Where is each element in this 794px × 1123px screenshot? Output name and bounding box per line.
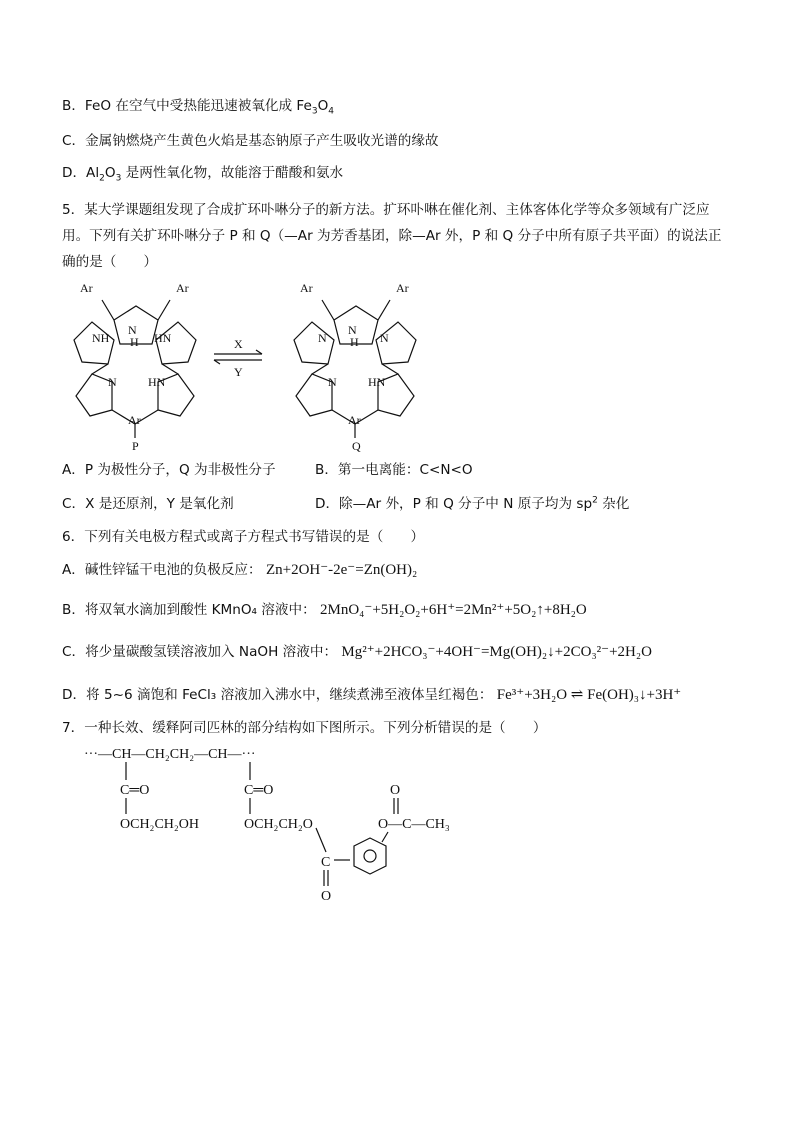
q6-option-c: [62, 642, 652, 662]
q4-option-b-sub2: 4: [328, 106, 335, 117]
q4-option-b-text: B．FeO 在空气中受热能迅速被氧化成 Fe: [62, 98, 312, 114]
p-ar-bottom: Ar: [128, 413, 141, 427]
q5-stem: 5．某大学课题组发现了合成扩环卟啉分子的新方法。扩环卟啉在催化剂、主体客体化学等众多领域有广泛应用。下列有关扩环卟啉分子 P 和 Q（—Ar 为芳香基团，除—Ar 外，P 和 Q 分子中所有原子共平面）的说法正确的是（ ）: [62, 202, 722, 270]
q4-option-d-post: 是两性氧化物，故能溶于醋酸和氨水: [121, 165, 344, 181]
q6-option-b-text: B．将双氧水滴加到酸性 KMnO₄ 溶液中：: [62, 602, 316, 618]
q5-option-d-pre: D．除—Ar 外，P 和 Q 分子中 N 原子均为 sp: [315, 496, 593, 512]
q4-option-d-mid: O: [104, 165, 116, 181]
aspirin-polymer-structure: [84, 742, 464, 912]
p-hn-right: HN: [154, 331, 172, 345]
p-ar-top-right: Ar: [176, 281, 189, 295]
acetoxy-group: O—C—CH₃: [378, 817, 450, 832]
p-ar-top-left: Ar: [80, 281, 93, 295]
q6-option-d-equation: Fe³⁺+3H₂O ⇌ Fe(OH)₃↓+3H⁺: [496, 687, 682, 703]
q4-option-b-mid: O: [317, 98, 329, 114]
p-nh-left: NH: [92, 331, 110, 345]
q-n-bottom-left: N: [328, 375, 337, 389]
label-y: Y: [234, 365, 243, 379]
q6-option-b: [62, 600, 587, 620]
q4-option-d-pre: D．Al: [62, 165, 100, 181]
q-n-top: N: [348, 323, 357, 337]
q6-option-c-text: C．将少量碳酸氢镁溶液加入 NaOH 溶液中：: [62, 644, 338, 660]
right-ester-group: OCH₂CH₂O: [244, 817, 313, 832]
q-ar-top-left: Ar: [300, 281, 313, 295]
q-n-left: N: [318, 331, 327, 345]
polymer-chain: ···—CH—CH₂CH₂—CH—···: [84, 747, 256, 762]
q-hn-bottom-right: HN: [368, 375, 386, 389]
q4-option-d-sub2: 3: [115, 173, 122, 184]
benzoyl-oxygen: O: [321, 889, 332, 904]
q4-option-d: [62, 163, 343, 183]
q4-option-b-sub1: 3: [311, 106, 318, 117]
q-h-top: H: [350, 335, 359, 349]
left-carbonyl: C═O: [120, 783, 150, 798]
q4-option-b: [62, 96, 334, 116]
q5-option-d-sup: 2: [592, 495, 598, 506]
q-n-right: N: [380, 331, 389, 345]
p-h-top: H: [130, 335, 139, 349]
q5-option-b: B．第一电离能：C<N<O: [315, 462, 473, 478]
q-ar-top-right: Ar: [396, 281, 409, 295]
left-ester-group: OCH₂CH₂OH: [120, 817, 199, 832]
p-hn-bottom-right: HN: [148, 375, 166, 389]
q6-option-a-equation: Zn+2OH⁻-2e⁻=Zn(OH)₂: [265, 562, 418, 578]
label-x: X: [234, 337, 243, 351]
q6-stem: 6．下列有关电极方程式或离子方程式书写错误的是（ ）: [62, 529, 425, 545]
q6-option-a-text: A．碱性锌锰干电池的负极反应：: [62, 562, 262, 578]
q4-option-c: C．金属钠燃烧产生黄色火焰是基态钠原子产生吸收光谱的缘故: [62, 133, 439, 149]
right-carbonyl: C═O: [244, 783, 274, 798]
q6-option-d-text: D．将 5~6 滴饱和 FeCl₃ 溶液加入沸水中，继续煮沸至液体呈红褐色：: [62, 687, 493, 703]
q4-option-d-sub1: 2: [99, 173, 105, 184]
q5-option-d: [315, 494, 629, 514]
label-q: Q: [352, 439, 361, 453]
q5-option-a: A．P 为极性分子，Q 为非极性分子: [62, 462, 276, 478]
q5-option-c: C．X 是还原剂，Y 是氧化剂: [62, 496, 234, 512]
q-ar-bottom: Ar: [348, 413, 361, 427]
p-n-bottom-left: N: [108, 375, 117, 389]
p-n-top: N: [128, 323, 137, 337]
q6-option-a: [62, 560, 417, 580]
porphyrin-structures: [62, 278, 482, 456]
benzoyl-carbon: C: [321, 855, 331, 870]
q5-option-d-post: 杂化: [597, 496, 630, 512]
q6-option-b-equation: 2MnO₄⁻+5H₂O₂+6H⁺=2Mn²⁺+5O₂↑+8H₂O: [320, 602, 587, 618]
label-p: P: [132, 439, 139, 453]
q6-option-d: [62, 685, 681, 705]
acetyl-oxygen: O: [390, 783, 401, 798]
q7-stem: 7．一种长效、缓释阿司匹林的部分结构如下图所示。下列分析错误的是（ ）: [62, 720, 547, 736]
q6-option-c-equation: Mg²⁺+2HCO₃⁻+4OH⁻=Mg(OH)₂↓+2CO₃²⁻+2H₂O: [341, 644, 652, 660]
